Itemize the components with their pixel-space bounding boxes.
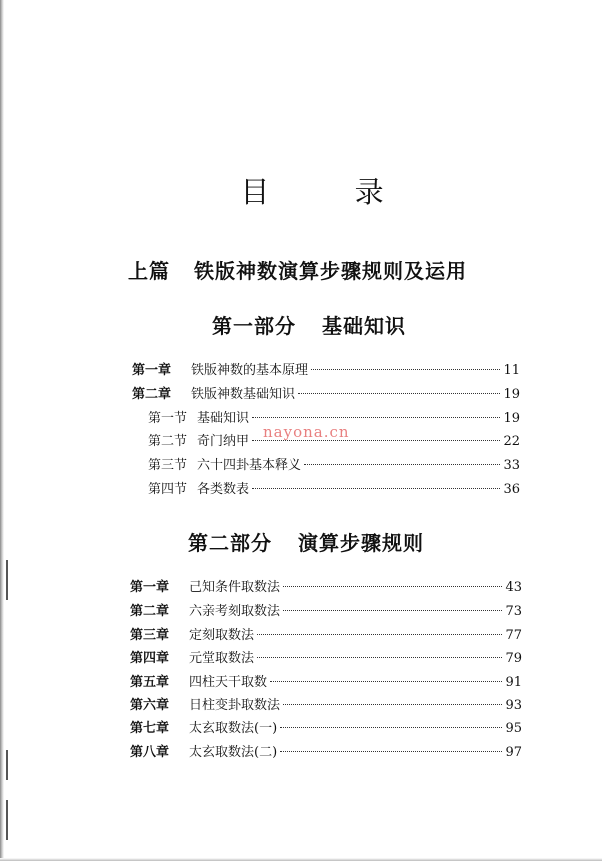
part-number: 第一部分 [212, 314, 296, 338]
toc-entry[interactable] [130, 626, 522, 646]
entry-title: 各类数表 [197, 482, 250, 497]
leader-dots [257, 657, 502, 658]
entry-title: 铁版神数的基本原理 [191, 363, 309, 378]
leader-dots [270, 681, 502, 682]
entry-page: 36 [503, 482, 520, 497]
entry-title: 己知条件取数法 [189, 580, 281, 595]
scan-artifact [6, 750, 8, 780]
volume-heading [128, 255, 467, 284]
entry-page: 43 [505, 580, 522, 595]
leader-dots [257, 634, 502, 635]
entry-label: 第三节 [148, 458, 188, 473]
scan-artifact [6, 560, 8, 600]
leader-dots [252, 488, 500, 489]
toc-entry[interactable] [130, 719, 522, 739]
entry-label: 第四节 [148, 482, 188, 497]
entry-title: 太玄取数法(二) [189, 745, 278, 760]
part-number: 第二部分 [188, 531, 272, 555]
volume-label: 上篇 [128, 259, 170, 283]
entry-title: 铁版神数基础知识 [191, 387, 296, 402]
watermark: nayona.cn [263, 423, 350, 441]
entry-title: 基础知识 [197, 411, 250, 426]
entry-label: 第五章 [130, 675, 170, 690]
entry-page: 19 [503, 411, 520, 426]
toc-entry[interactable] [130, 578, 522, 598]
entry-label: 第一节 [148, 411, 188, 426]
entry-page: 95 [505, 721, 522, 736]
leader-dots [252, 417, 500, 418]
toc-entry[interactable] [132, 361, 520, 381]
entry-label: 第三章 [130, 628, 170, 643]
page-title: 目 录 [240, 175, 422, 209]
entry-page: 77 [505, 628, 522, 643]
entry-label: 第四章 [130, 651, 170, 666]
entry-title: 日柱变卦取数法 [189, 698, 281, 713]
entry-title: 六十四卦基本释义 [197, 458, 302, 473]
entry-page: 33 [503, 458, 520, 473]
toc-entry[interactable] [130, 696, 522, 716]
entry-page: 11 [503, 363, 520, 378]
part-heading-1 [0, 310, 602, 339]
leader-dots [283, 610, 502, 611]
scan-left-edge [0, 0, 4, 861]
scan-artifact [6, 800, 8, 840]
leader-dots [280, 751, 502, 752]
entry-label: 第二章 [132, 387, 172, 402]
entry-title: 定刻取数法 [189, 628, 255, 643]
entry-label: 第二章 [130, 604, 170, 619]
part-title: 演算步骤规则 [298, 531, 424, 555]
entry-page: 79 [505, 651, 522, 666]
entry-title: 元堂取数法 [189, 651, 255, 666]
part-heading-2 [0, 527, 602, 556]
leader-dots [304, 464, 500, 465]
entry-page: 93 [505, 698, 522, 713]
entry-page: 19 [503, 387, 520, 402]
entry-label: 第六章 [130, 698, 170, 713]
entry-title: 四柱天干取数 [189, 675, 268, 690]
leader-dots [283, 704, 502, 705]
toc-entry[interactable] [130, 602, 522, 622]
toc-entry[interactable] [130, 743, 522, 763]
entry-title: 太玄取数法(一) [189, 721, 278, 736]
toc-entry[interactable] [148, 456, 520, 476]
entry-label: 第二节 [148, 434, 188, 449]
volume-title: 铁版神数演算步骤规则及运用 [194, 259, 467, 283]
entry-label: 第七章 [130, 721, 170, 736]
leader-dots [280, 727, 502, 728]
part-title: 基础知识 [322, 314, 406, 338]
leader-dots [311, 369, 500, 370]
entry-label: 第八章 [130, 745, 170, 760]
entry-page: 73 [505, 604, 522, 619]
entry-label: 第一章 [130, 580, 170, 595]
entry-title: 六亲考刻取数法 [189, 604, 281, 619]
entry-label: 第一章 [132, 363, 172, 378]
toc-entry[interactable] [130, 673, 522, 693]
entry-title: 奇门纳甲 [197, 434, 250, 449]
toc-entry[interactable] [148, 480, 520, 500]
entry-page: 97 [505, 745, 522, 760]
leader-dots [283, 586, 502, 587]
leader-dots [298, 393, 500, 394]
entry-page: 22 [503, 434, 520, 449]
toc-entry[interactable] [132, 385, 520, 405]
entry-page: 91 [505, 675, 522, 690]
toc-entry[interactable] [130, 649, 522, 669]
